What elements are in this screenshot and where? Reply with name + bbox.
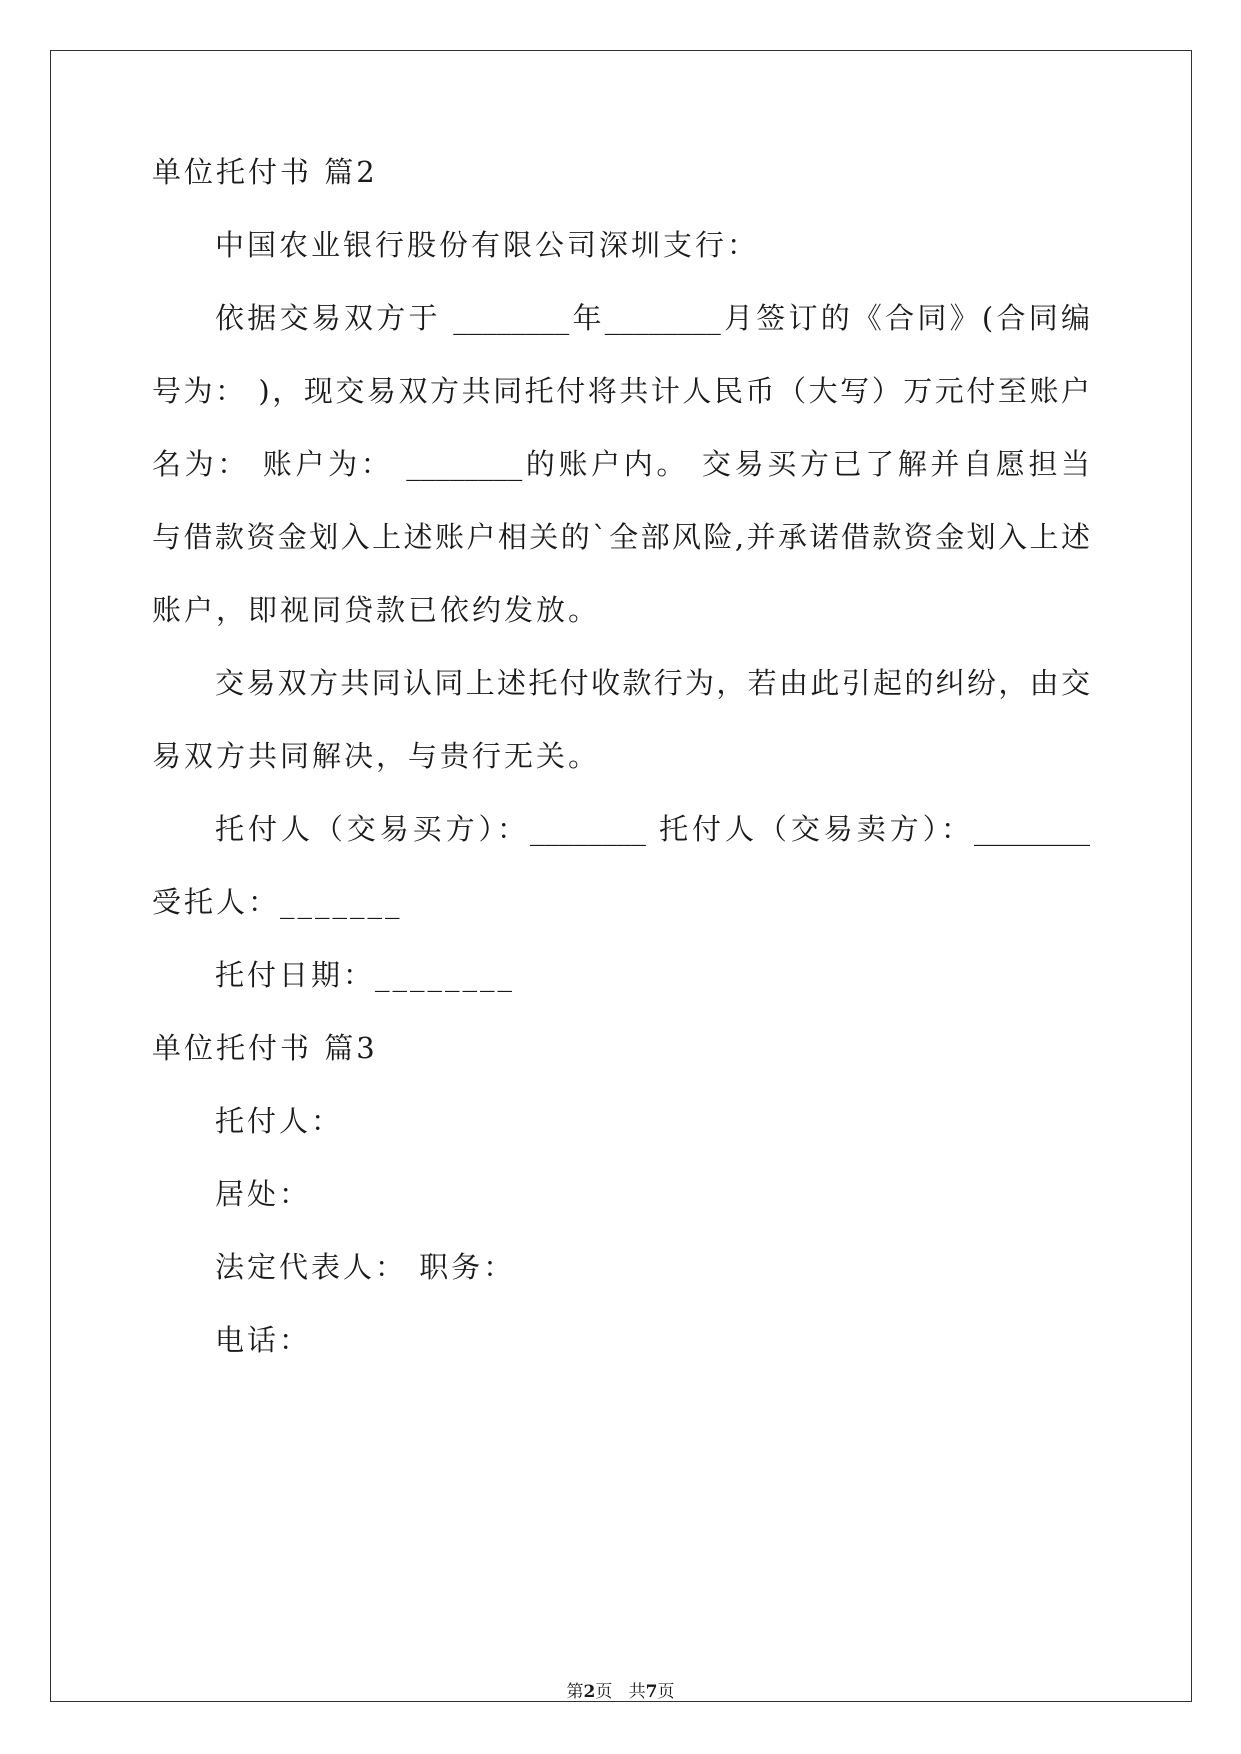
footer-page-number: 2 [583, 1682, 596, 1702]
trustee-line: 受托人：_______ [152, 885, 403, 919]
paragraph-1-line-4: 与借款资金划入上述账户相关的`全部风险,并承诺借款资金划入上述 [152, 520, 1090, 554]
date-line: 托付日期：________ [215, 958, 516, 992]
section-3-heading: 单位托付书 篇3 [152, 1031, 378, 1065]
section-2-heading: 单位托付书 篇2 [152, 155, 378, 189]
field-principal: 托付人： [215, 1104, 344, 1138]
addressee: 中国农业银行股份有限公司深圳支行： [215, 228, 760, 262]
paragraph-1-line-3: 名为： 账户为： ________的账户内。 交易买方已了解并自愿担当 [152, 447, 1090, 481]
footer-prefix: 第 [566, 1682, 584, 1702]
paragraph-2-line-1: 交易双方共同认同上述托付收款行为，若由此引起的纠纷，由交 [215, 666, 1090, 700]
field-legal-representative: 法定代表人： 职务： [215, 1250, 516, 1284]
paragraph-1-line-5: 账户，即视同贷款已依约发放。 [152, 593, 601, 627]
footer-total-pages: 7 [645, 1682, 658, 1702]
field-residence: 居处： [215, 1177, 312, 1211]
page-footer [0, 1681, 1241, 1703]
paragraph-1-line-1: 依据交易双方于 ________年________月签订的《合同》(合同编 [215, 301, 1090, 335]
paragraph-2-line-2: 易双方共同解决，与贵行无关。 [152, 739, 601, 773]
footer-mid: 页 共 [595, 1682, 646, 1702]
footer-suffix: 页 [657, 1682, 675, 1702]
signers-line: 托付人（交易买方）：________ 托付人（交易卖方）：________ [215, 812, 1090, 846]
paragraph-1-line-2: 号为： )，现交易双方共同托付将共计人民币（大写）万元付至账户 [152, 374, 1090, 408]
field-phone: 电话： [215, 1323, 312, 1357]
